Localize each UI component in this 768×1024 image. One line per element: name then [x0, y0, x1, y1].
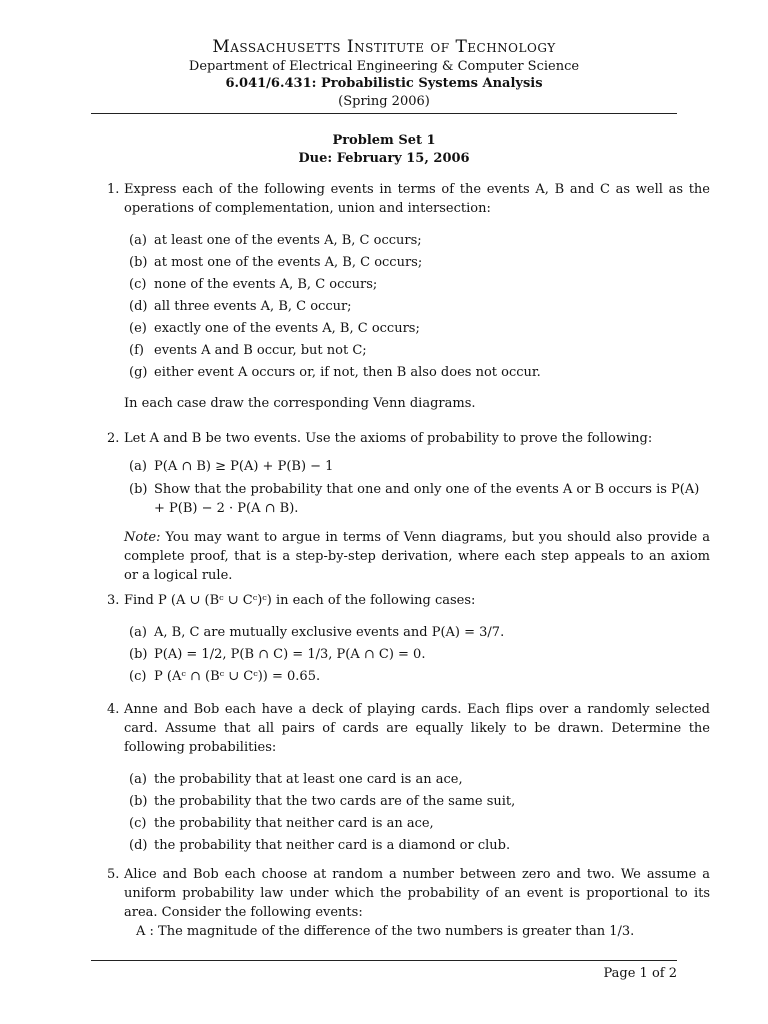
item-label: (b)	[129, 647, 148, 662]
item-label: (c)	[129, 277, 147, 292]
problem-intro: Anne and Bob each have a deck of playing cards. Each flips over a randomly selected card. Assume that all pairs of cards are equally likely to be drawn. Determine the following probabilities:	[124, 702, 710, 755]
list-item	[124, 791, 710, 813]
problem-number: 4.	[107, 702, 120, 717]
department-name: Department of Electrical Engineering & Computer Science	[188, 59, 580, 74]
item-label: (g)	[129, 365, 148, 380]
item-label: (f)	[129, 343, 144, 358]
list-item	[124, 813, 710, 835]
problem-number: 2.	[107, 431, 120, 446]
list-item	[124, 480, 710, 518]
problem-parts	[124, 230, 710, 384]
note-text: You may want to argue in terms of Venn diagrams, but you should also provide a complete proof, that is a step-by-step derivation, where each step appeals to an axiom or a logical rule.	[124, 530, 710, 583]
problem-intro: Alice and Bob each choose at random a number between zero and two. We assume a uniform probability law under which the probability of an event is proportional to its area. Consider the following events:	[124, 867, 710, 920]
item-text: events A and B occur, but not C;	[154, 343, 367, 358]
item-text: the probability that at least one card is an ace,	[154, 772, 463, 787]
list-item	[124, 230, 710, 252]
list-item	[124, 644, 710, 666]
problem-set-due-date: Due: February 15, 2006	[298, 151, 470, 166]
item-text: at most one of the events A, B, C occurs;	[154, 255, 423, 270]
item-label: (e)	[129, 321, 147, 336]
problem-1	[91, 180, 710, 413]
item-label: (d)	[129, 299, 148, 314]
list-item	[124, 622, 710, 644]
problem-set-title: Problem Set 1	[332, 133, 436, 148]
item-text: at least one of the events A, B, C occurs;	[154, 233, 422, 248]
item-label: (d)	[129, 838, 148, 853]
problem-note	[124, 528, 710, 585]
problem-parts	[124, 769, 710, 857]
item-label: (c)	[129, 816, 147, 831]
problem-3	[91, 591, 710, 688]
list-item	[124, 252, 710, 274]
list-item	[124, 318, 710, 340]
list-item	[124, 274, 710, 296]
problem-intro: Find P (A ∪ (Bᶜ ∪ Cᶜ)ᶜ) in each of the following cases:	[124, 593, 476, 608]
problem-followup: In each case draw the corresponding Venn diagrams.	[124, 396, 476, 411]
item-text: either event A occurs or, if not, then B also does not occur.	[154, 365, 541, 380]
problem-number: 3.	[107, 593, 120, 608]
problem-number: 1.	[107, 182, 120, 197]
item-label: (a)	[129, 459, 147, 474]
item-text: P (Aᶜ ∩ (Bᶜ ∪ Cᶜ)) = 0.65.	[154, 669, 321, 684]
problem-parts	[124, 456, 710, 518]
list-item	[124, 835, 710, 857]
problem-2	[91, 429, 710, 585]
event-definition: A : The magnitude of the difference of the two numbers is greater than 1/3.	[136, 924, 635, 939]
list-item	[124, 456, 710, 478]
problem-intro: Express each of the following events in terms of the events A, B and C as well as the operations of complementation, union and intersection:	[124, 182, 710, 216]
item-text: P(A) = 1/2, P(B ∩ C) = 1/3, P(A ∩ C) = 0.	[154, 647, 426, 662]
list-item	[124, 340, 710, 362]
item-text: P(A ∩ B) ≥ P(A) + P(B) − 1	[154, 459, 334, 474]
document-header	[91, 36, 677, 111]
problem-4	[91, 700, 710, 857]
header-divider	[91, 113, 677, 114]
note-label: Note:	[124, 530, 161, 545]
item-label: (c)	[129, 669, 147, 684]
list-item	[124, 666, 710, 688]
item-text: the probability that neither card is a diamond or club.	[154, 838, 511, 853]
item-label: (b)	[129, 482, 148, 497]
item-label: (b)	[129, 794, 148, 809]
list-item	[124, 296, 710, 318]
page-number: Page 1 of 2	[603, 966, 677, 981]
item-text: Show that the probability that one and only one of the events A or B occurs is P(A) + P(B) − 2 · P(A ∩ B).	[154, 482, 700, 516]
item-label: (b)	[129, 255, 148, 270]
problem-number: 5.	[107, 867, 120, 882]
course-term: (Spring 2006)	[338, 94, 430, 109]
item-text: none of the events A, B, C occurs;	[154, 277, 378, 292]
problem-intro: Let A and B be two events. Use the axioms of probability to prove the following:	[124, 431, 653, 446]
course-title: 6.041/6.431: Probabilistic Systems Analysis	[225, 76, 543, 91]
list-item	[124, 769, 710, 791]
item-text: the probability that neither card is an ace,	[154, 816, 434, 831]
list-item	[124, 362, 710, 384]
problem-set-heading	[91, 132, 677, 168]
item-label: (a)	[129, 625, 147, 640]
item-text: all three events A, B, C occur;	[154, 299, 352, 314]
problem-parts	[124, 622, 710, 688]
footer-divider	[91, 960, 677, 961]
item-text: the probability that the two cards are of the same suit,	[154, 794, 516, 809]
item-text: A, B, C are mutually exclusive events and P(A) = 3/7.	[154, 625, 505, 640]
problem-5	[91, 865, 710, 941]
item-text: exactly one of the events A, B, C occurs;	[154, 321, 420, 336]
institution-name: Massachusetts Institute of Technology	[212, 37, 556, 57]
item-label: (a)	[129, 772, 147, 787]
item-label: (a)	[129, 233, 147, 248]
